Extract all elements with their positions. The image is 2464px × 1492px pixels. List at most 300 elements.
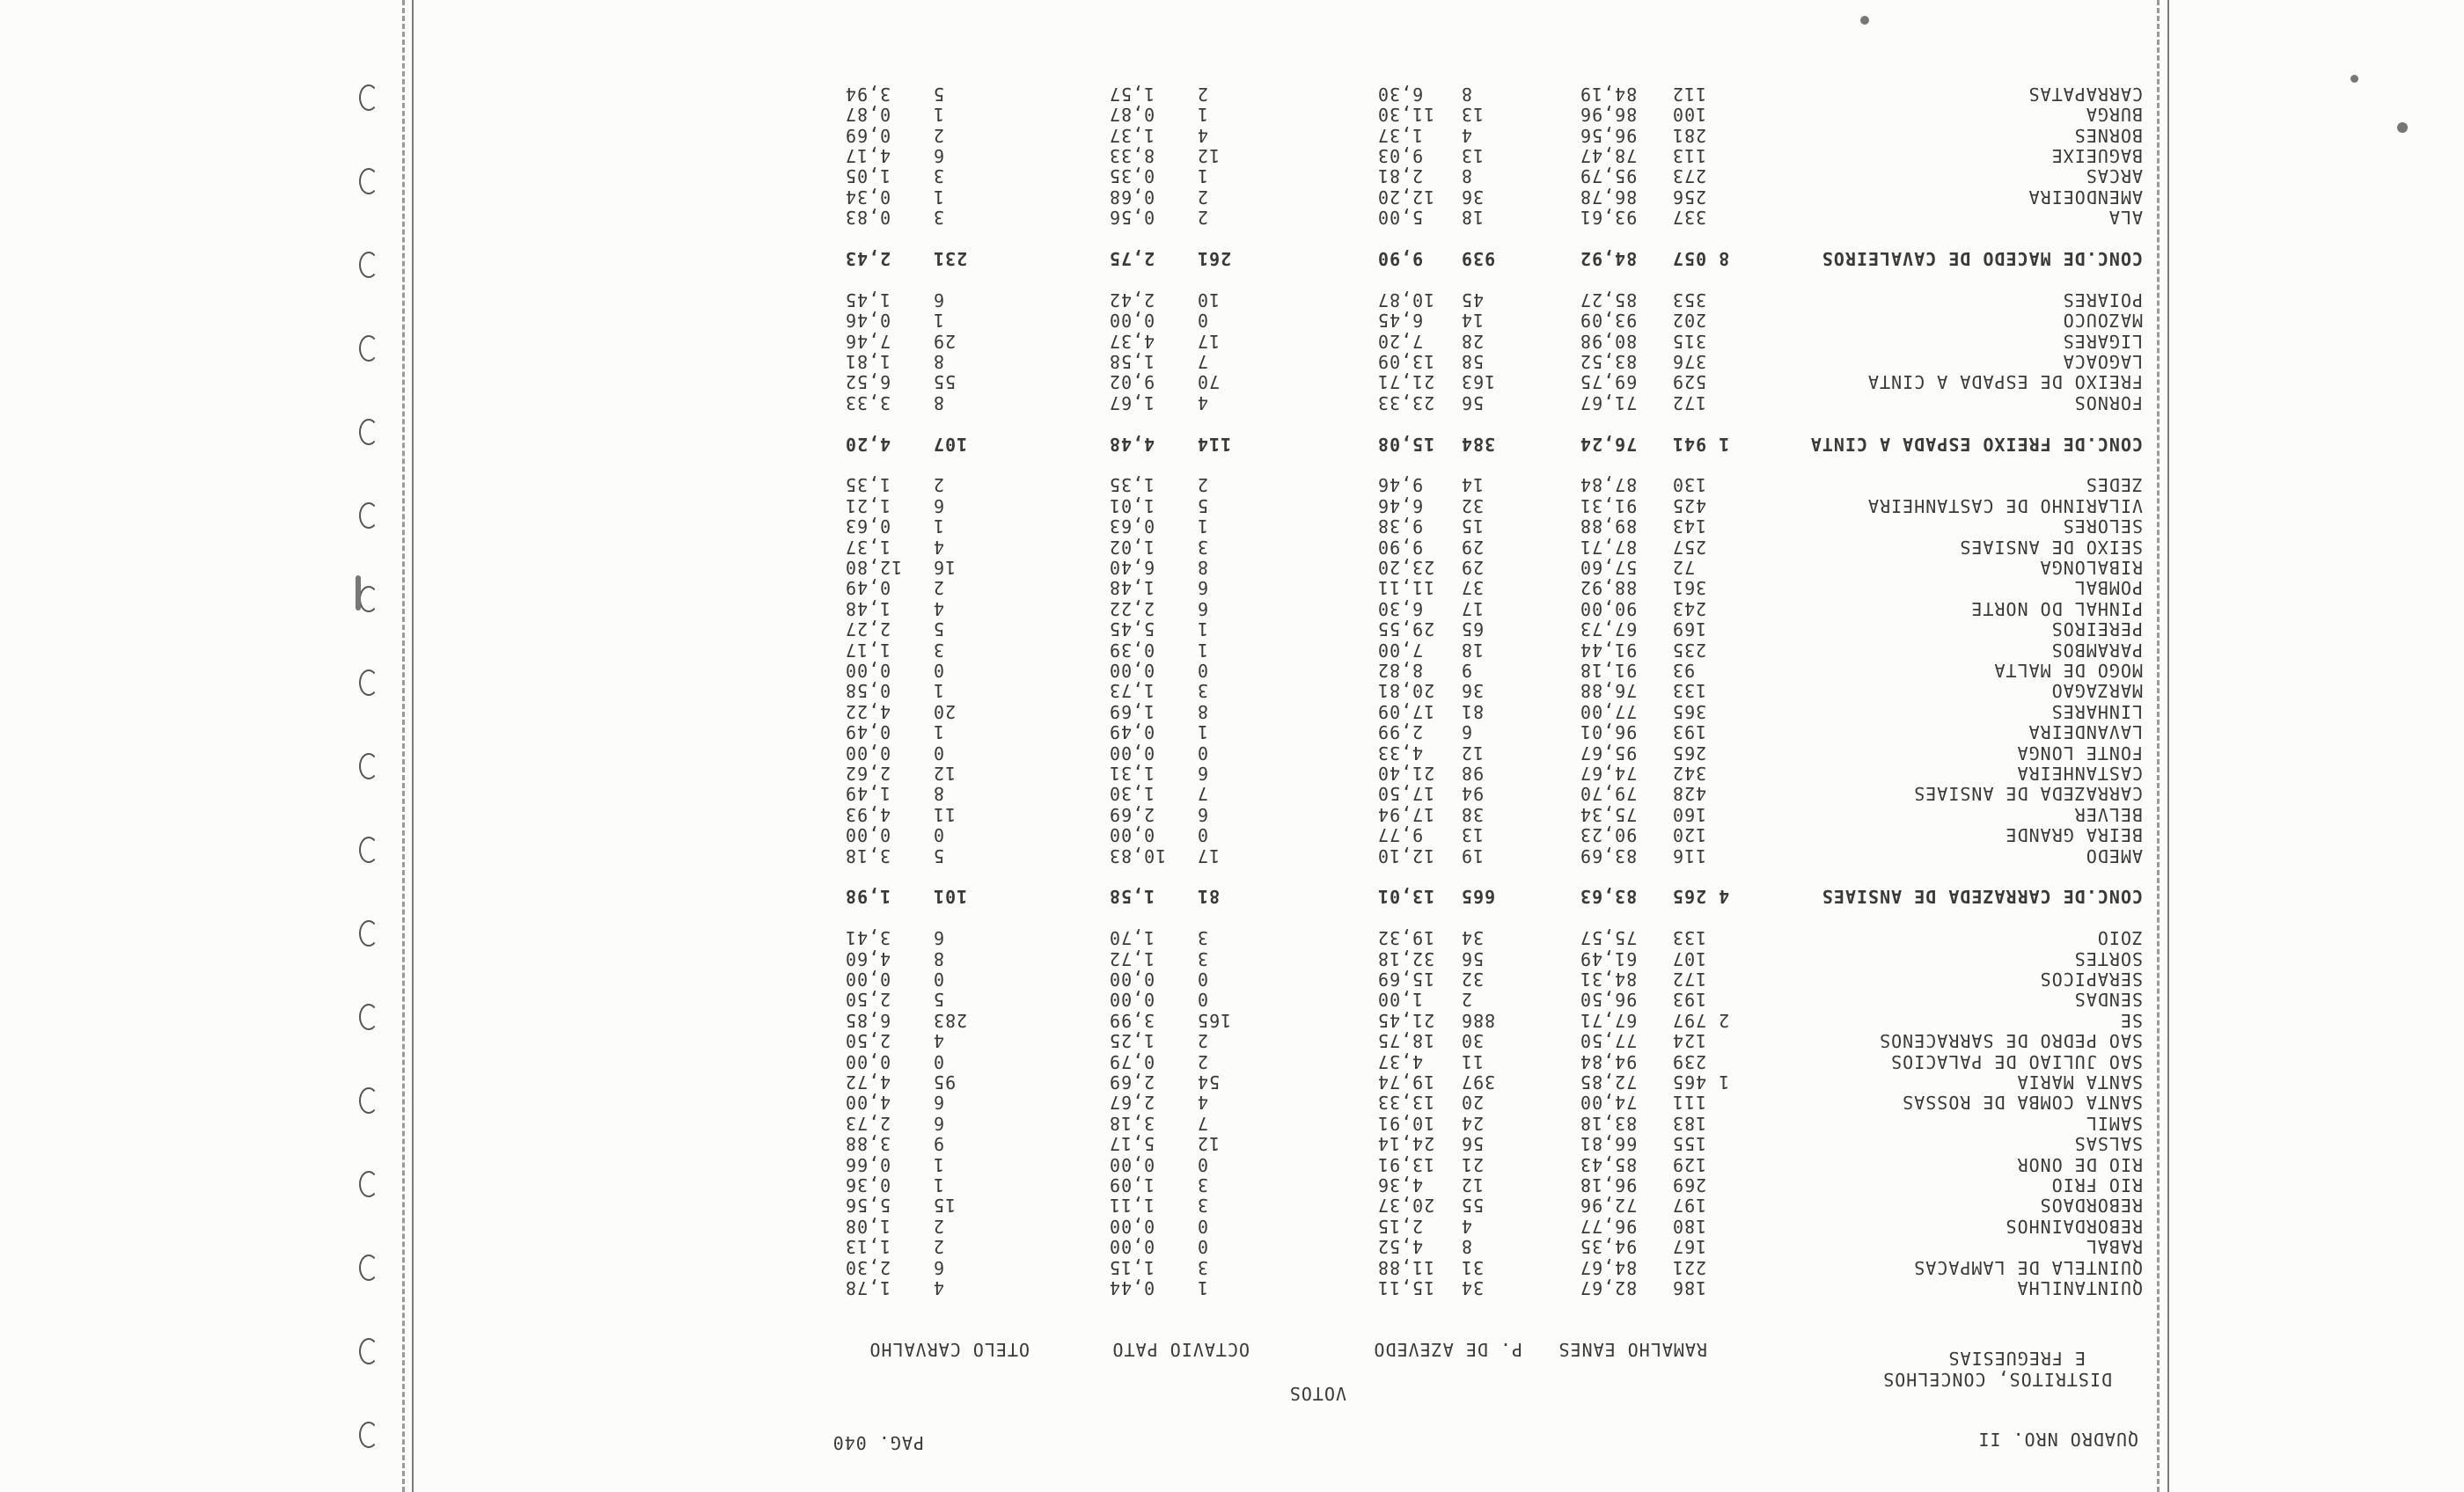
- vote-cell-a: 172: [1672, 969, 1707, 990]
- vote-cell-g: 1: [933, 186, 945, 208]
- freguesia-name: SELORES: [2062, 516, 2143, 538]
- vote-cell-h: 0,00: [845, 824, 891, 846]
- table-row: [0, 371, 2464, 392]
- freguesia-name: LINHARES: [2050, 700, 2143, 722]
- freguesia-name: PARAMBOS: [2050, 639, 2143, 661]
- vote-cell-g: 0: [933, 1050, 945, 1072]
- vote-cell-c: 58: [1461, 351, 1485, 372]
- vote-cell-b: 90,23: [1580, 824, 1638, 846]
- vote-cell-g: 1: [933, 104, 945, 126]
- table-row: [0, 701, 2464, 722]
- freguesia-name: RIO DE ONOR: [2016, 1153, 2143, 1175]
- vote-cell-f: 0,63: [1109, 516, 1155, 538]
- vote-cell-g: 4: [933, 536, 945, 558]
- vote-cell-c: 36: [1461, 186, 1485, 208]
- vote-cell-e: 6: [1197, 577, 1209, 599]
- vote-cell-f: 1,73: [1109, 680, 1155, 702]
- vote-cell-c: 18: [1461, 207, 1485, 229]
- vote-cell-e: 4: [1197, 1092, 1209, 1114]
- vote-cell-b: 72,96: [1580, 1195, 1638, 1217]
- vote-cell-c: 32: [1461, 969, 1485, 990]
- vote-cell-g: 3: [933, 639, 945, 661]
- vote-cell-e: 114: [1197, 433, 1232, 455]
- vote-cell-f: 0,00: [1109, 742, 1155, 764]
- vote-cell-e: 8: [1197, 557, 1209, 578]
- vote-cell-e: 3: [1197, 1174, 1209, 1196]
- vote-cell-h: 3,94: [845, 83, 891, 105]
- vote-cell-f: 1,25: [1109, 1030, 1155, 1052]
- vote-cell-h: 0,58: [845, 680, 891, 702]
- vote-cell-c: 15: [1461, 516, 1485, 538]
- vote-cell-a: 256: [1672, 186, 1707, 208]
- candidate-carvalho: OTELO CARVALHO: [869, 1339, 1030, 1360]
- vote-cell-a: 193: [1672, 721, 1707, 743]
- vote-cell-e: 7: [1197, 351, 1209, 372]
- vote-cell-f: 1,69: [1109, 700, 1155, 722]
- vote-cell-e: 4: [1197, 391, 1209, 413]
- vote-cell-d: 4,52: [1377, 1236, 1424, 1258]
- table-row: [0, 1257, 2464, 1278]
- vote-cell-c: 18: [1461, 639, 1485, 661]
- vote-cell-d: 1,00: [1377, 989, 1424, 1011]
- vote-cell-d: 21,40: [1377, 763, 1435, 784]
- vote-cell-b: 83,69: [1580, 845, 1638, 867]
- vote-cell-e: 4: [1197, 124, 1209, 146]
- column-header-line2: E FREGUESIAS: [1947, 1348, 2086, 1369]
- vote-cell-a: 107: [1672, 947, 1707, 969]
- vote-cell-h: 1,05: [845, 165, 891, 187]
- vote-cell-c: 56: [1461, 1133, 1485, 1155]
- vote-cell-c: 94: [1461, 783, 1485, 805]
- vote-cell-f: 1,48: [1109, 577, 1155, 599]
- vote-cell-d: 13,91: [1377, 1153, 1435, 1175]
- vote-cell-c: 939: [1461, 248, 1496, 269]
- vote-cell-a: 269: [1672, 1174, 1707, 1196]
- vote-cell-f: 10,83: [1109, 845, 1167, 867]
- vote-cell-d: 9,46: [1377, 474, 1424, 496]
- vote-cell-g: 1: [933, 680, 945, 702]
- vote-cell-a: 1 941: [1672, 433, 1730, 455]
- vote-cell-a: 169: [1672, 618, 1707, 640]
- vote-cell-c: 12: [1461, 742, 1485, 764]
- table-row: [0, 577, 2464, 598]
- vote-cell-e: 1: [1197, 516, 1209, 538]
- vote-cell-a: 133: [1672, 927, 1707, 949]
- freguesia-name: ZOIO: [2096, 927, 2143, 949]
- table-row: [0, 783, 2464, 804]
- freguesia-name: MAZOUCO: [2062, 310, 2143, 332]
- vote-cell-c: 13: [1461, 824, 1485, 846]
- vote-cell-g: 8: [933, 783, 945, 805]
- vote-cell-c: 14: [1461, 310, 1485, 332]
- vote-cell-e: 1: [1197, 1277, 1209, 1298]
- vote-cell-d: 4,33: [1377, 742, 1424, 764]
- vote-cell-c: 8: [1461, 1236, 1473, 1258]
- vote-cell-e: 0: [1197, 1236, 1209, 1258]
- vote-cell-h: 0,34: [845, 186, 891, 208]
- vote-cell-b: 91,31: [1580, 494, 1638, 516]
- vote-cell-h: 4,93: [845, 803, 891, 825]
- vote-cell-h: 1,78: [845, 1277, 891, 1298]
- vote-cell-e: 81: [1197, 886, 1221, 908]
- table-row: [0, 1154, 2464, 1175]
- vote-cell-c: 56: [1461, 947, 1485, 969]
- vote-cell-h: 3,33: [845, 391, 891, 413]
- vote-cell-b: 96,56: [1580, 124, 1638, 146]
- freguesia-name: SAMIL: [2085, 1112, 2143, 1134]
- freguesia-name: VILARINHO DE CASTANHEIRA: [1867, 494, 2143, 516]
- vote-cell-f: 8,33: [1109, 145, 1155, 166]
- vote-cell-d: 24,14: [1377, 1133, 1435, 1155]
- concelho-total-row: [0, 248, 2464, 269]
- vote-cell-g: 231: [933, 248, 968, 269]
- vote-cell-e: 0: [1197, 742, 1209, 764]
- vote-cell-h: 4,60: [845, 947, 891, 969]
- freguesia-name: MOGO DE MALTA: [1993, 660, 2143, 681]
- vote-cell-f: 1,01: [1109, 494, 1155, 516]
- vote-cell-d: 32,18: [1377, 947, 1435, 969]
- vote-cell-e: 7: [1197, 1112, 1209, 1134]
- vote-cell-b: 75,34: [1580, 803, 1638, 825]
- freguesia-name: CONC.DE FREIXO ESPADA A CINTA: [1809, 433, 2143, 455]
- vote-cell-d: 10,87: [1377, 289, 1435, 311]
- vote-cell-h: 2,43: [845, 248, 891, 269]
- vote-cell-f: 1,57: [1109, 83, 1155, 105]
- vote-cell-b: 85,27: [1580, 289, 1638, 311]
- vote-cell-f: 0,68: [1109, 186, 1155, 208]
- vote-cell-a: 111: [1672, 1092, 1707, 1114]
- vote-cell-g: 8: [933, 947, 945, 969]
- vote-cell-e: 12: [1197, 1133, 1221, 1155]
- vote-cell-g: 4: [933, 597, 945, 619]
- vote-cell-c: 38: [1461, 803, 1485, 825]
- vote-cell-d: 1,37: [1377, 124, 1424, 146]
- vote-cell-b: 95,67: [1580, 742, 1638, 764]
- vote-cell-g: 3: [933, 207, 945, 229]
- vote-cell-f: 0,00: [1109, 1236, 1155, 1258]
- vote-cell-e: 8: [1197, 700, 1209, 722]
- vote-cell-b: 85,43: [1580, 1153, 1638, 1175]
- vote-cell-d: 6,45: [1377, 310, 1424, 332]
- vote-cell-b: 96,77: [1580, 1215, 1638, 1237]
- vote-cell-f: 2,69: [1109, 803, 1155, 825]
- vote-cell-a: 202: [1672, 310, 1707, 332]
- vote-cell-h: 0,00: [845, 1050, 891, 1072]
- table-row: [0, 618, 2464, 640]
- vote-cell-f: 0,87: [1109, 104, 1155, 126]
- vote-cell-f: 4,37: [1109, 330, 1155, 352]
- vote-cell-b: 86,96: [1580, 104, 1638, 126]
- vote-cell-h: 0,00: [845, 660, 891, 681]
- vote-cell-c: 31: [1461, 1256, 1485, 1278]
- vote-cell-h: 1,98: [845, 886, 891, 908]
- vote-cell-f: 1,37: [1109, 124, 1155, 146]
- freguesia-name: SAO JULIAO DE PALACIOS: [1890, 1050, 2143, 1072]
- vote-cell-b: 87,84: [1580, 474, 1638, 496]
- vote-cell-h: 3,88: [845, 1133, 891, 1155]
- vote-cell-c: 8: [1461, 165, 1473, 187]
- vote-cell-a: 315: [1672, 330, 1707, 352]
- vote-cell-c: 11: [1461, 1050, 1485, 1072]
- vote-cell-e: 10: [1197, 289, 1221, 311]
- votos-label: VOTOS: [1288, 1383, 1346, 1404]
- candidate-azevedo: P. DE AZEVEDO: [1373, 1339, 1522, 1360]
- vote-cell-b: 76,88: [1580, 680, 1638, 702]
- vote-cell-h: 6,52: [845, 371, 891, 393]
- vote-cell-d: 17,94: [1377, 803, 1435, 825]
- vote-cell-a: 221: [1672, 1256, 1707, 1278]
- vote-cell-a: 129: [1672, 1153, 1707, 1175]
- vote-cell-h: 0,36: [845, 1174, 891, 1196]
- vote-cell-b: 77,00: [1580, 700, 1638, 722]
- ink-speck: [1860, 16, 1869, 25]
- vote-cell-a: 376: [1672, 351, 1707, 372]
- vote-cell-f: 1,35: [1109, 474, 1155, 496]
- vote-cell-b: 76,24: [1580, 433, 1638, 455]
- vote-cell-f: 1,11: [1109, 1195, 1155, 1217]
- vote-cell-b: 78,47: [1580, 145, 1638, 166]
- table-row: [0, 454, 2464, 475]
- vote-cell-d: 19,32: [1377, 927, 1435, 949]
- table-row: [0, 1092, 2464, 1113]
- vote-cell-h: 2,62: [845, 763, 891, 784]
- vote-cell-f: 2,67: [1109, 1092, 1155, 1114]
- vote-cell-e: 1: [1197, 165, 1209, 187]
- vote-cell-a: 273: [1672, 165, 1707, 187]
- vote-cell-d: 18,75: [1377, 1030, 1435, 1052]
- vote-cell-e: 12: [1197, 145, 1221, 166]
- table-row: [0, 948, 2464, 969]
- table-row: [0, 763, 2464, 784]
- vote-cell-c: 65: [1461, 618, 1485, 640]
- vote-cell-f: 1,58: [1109, 351, 1155, 372]
- vote-cell-b: 66,81: [1580, 1133, 1638, 1155]
- vote-cell-h: 4,17: [845, 145, 891, 166]
- vote-cell-e: 0: [1197, 1215, 1209, 1237]
- vote-cell-f: 0,44: [1109, 1277, 1155, 1298]
- vote-cell-f: 3,18: [1109, 1112, 1155, 1134]
- vote-cell-e: 17: [1197, 845, 1221, 867]
- freguesia-name: BAGUEIXE: [2050, 145, 2143, 166]
- table-row: [0, 907, 2464, 928]
- vote-cell-c: 29: [1461, 536, 1485, 558]
- vote-cell-g: 6: [933, 1256, 945, 1278]
- vote-cell-e: 0: [1197, 660, 1209, 681]
- vote-cell-b: 94,35: [1580, 1236, 1638, 1258]
- vote-cell-b: 88,92: [1580, 577, 1638, 599]
- vote-cell-d: 12,10: [1377, 845, 1435, 867]
- vote-cell-a: 160: [1672, 803, 1707, 825]
- vote-cell-g: 15: [933, 1195, 957, 1217]
- vote-cell-e: 3: [1197, 1195, 1209, 1217]
- vote-cell-h: 4,22: [845, 700, 891, 722]
- vote-cell-b: 74,67: [1580, 763, 1638, 784]
- table-row: [0, 989, 2464, 1010]
- freguesia-name: RABAL: [2085, 1236, 2143, 1258]
- freguesia-name: BEIRA GRANDE: [2005, 824, 2143, 846]
- vote-cell-a: 2 797: [1672, 1009, 1730, 1031]
- vote-cell-b: 96,50: [1580, 989, 1638, 1011]
- vote-cell-b: 67,71: [1580, 1009, 1638, 1031]
- vote-cell-e: 0: [1197, 1153, 1209, 1175]
- freguesia-name: SANTA COMBA DE ROSSAS: [1902, 1092, 2143, 1114]
- vote-cell-d: 15,69: [1377, 969, 1435, 990]
- table-row: [0, 392, 2464, 413]
- vote-cell-c: 17: [1461, 597, 1485, 619]
- vote-cell-c: 56: [1461, 391, 1485, 413]
- vote-cell-b: 61,49: [1580, 947, 1638, 969]
- vote-cell-a: 143: [1672, 516, 1707, 538]
- vote-cell-b: 96,01: [1580, 721, 1638, 743]
- vote-cell-f: 0,00: [1109, 660, 1155, 681]
- vote-cell-c: 13: [1461, 104, 1485, 126]
- freguesia-name: LAGOACA: [2062, 351, 2143, 372]
- freguesia-name: QUINTANILHA: [2016, 1277, 2143, 1298]
- vote-cell-d: 2,15: [1377, 1215, 1424, 1237]
- vote-cell-b: 74,00: [1580, 1092, 1638, 1114]
- vote-cell-g: 0: [933, 660, 945, 681]
- vote-cell-h: 3,18: [845, 845, 891, 867]
- vote-cell-g: 6: [933, 289, 945, 311]
- vote-cell-d: 21,71: [1377, 371, 1435, 393]
- freguesia-name: BORNES: [2073, 124, 2143, 146]
- candidate-pato: OCTAVIO PATO: [1111, 1339, 1250, 1360]
- vote-cell-d: 17,09: [1377, 700, 1435, 722]
- vote-cell-d: 2,99: [1377, 721, 1424, 743]
- vote-cell-f: 0,49: [1109, 721, 1155, 743]
- vote-cell-g: 5: [933, 83, 945, 105]
- vote-cell-g: 2: [933, 1236, 945, 1258]
- vote-cell-d: 9,90: [1377, 248, 1424, 269]
- vote-cell-g: 8: [933, 391, 945, 413]
- vote-cell-f: 5,45: [1109, 618, 1155, 640]
- vote-cell-c: 36: [1461, 680, 1485, 702]
- vote-cell-d: 19,74: [1377, 1071, 1435, 1093]
- vote-cell-a: 243: [1672, 597, 1707, 619]
- vote-cell-a: 257: [1672, 536, 1707, 558]
- freguesia-name: CARRAPATAS: [2028, 83, 2143, 105]
- vote-cell-g: 11: [933, 803, 957, 825]
- vote-cell-a: 133: [1672, 680, 1707, 702]
- vote-cell-c: 9: [1461, 660, 1473, 681]
- vote-cell-g: 2: [933, 124, 945, 146]
- freguesia-name: FREIXO DE ESPADA A CINTA: [1867, 371, 2143, 393]
- table-row: [0, 680, 2464, 701]
- vote-cell-b: 57,60: [1580, 557, 1638, 578]
- vote-cell-b: 93,61: [1580, 207, 1638, 229]
- table-row: [0, 1195, 2464, 1216]
- vote-cell-c: 34: [1461, 927, 1485, 949]
- vote-cell-h: 1,35: [845, 474, 891, 496]
- vote-cell-f: 0,00: [1109, 310, 1155, 332]
- vote-cell-c: 20: [1461, 1092, 1485, 1114]
- vote-cell-d: 9,90: [1377, 536, 1424, 558]
- vote-cell-g: 283: [933, 1009, 968, 1031]
- vote-cell-b: 93,09: [1580, 310, 1638, 332]
- vote-cell-g: 5: [933, 618, 945, 640]
- vote-cell-g: 16: [933, 557, 957, 578]
- vote-cell-f: 0,00: [1109, 969, 1155, 990]
- vote-cell-b: 95,79: [1580, 165, 1638, 187]
- vote-cell-h: 0,69: [845, 124, 891, 146]
- vote-cell-h: 12,80: [845, 557, 903, 578]
- vote-cell-a: 265: [1672, 742, 1707, 764]
- vote-cell-c: 163: [1461, 371, 1496, 393]
- vote-cell-e: 261: [1197, 248, 1232, 269]
- vote-cell-a: 197: [1672, 1195, 1707, 1217]
- freguesia-name: SEIXO DE ANSIAES: [1959, 536, 2143, 558]
- vote-cell-e: 0: [1197, 969, 1209, 990]
- vote-cell-g: 6: [933, 494, 945, 516]
- vote-cell-d: 29,55: [1377, 618, 1435, 640]
- vote-cell-b: 89,88: [1580, 516, 1638, 538]
- vote-cell-f: 0,00: [1109, 1153, 1155, 1175]
- table-row: [0, 1133, 2464, 1154]
- vote-cell-g: 8: [933, 351, 945, 372]
- feed-hole: [359, 1422, 378, 1448]
- table-row: [0, 84, 2464, 105]
- freguesia-name: BELVER: [2073, 803, 2143, 825]
- vote-cell-f: 0,35: [1109, 165, 1155, 187]
- vote-cell-h: 0,46: [845, 310, 891, 332]
- freguesia-name: SE: [2119, 1009, 2143, 1031]
- freguesia-name: SALSAS: [2073, 1133, 2143, 1155]
- vote-cell-d: 5,00: [1377, 207, 1424, 229]
- vote-cell-g: 0: [933, 969, 945, 990]
- table-row: [0, 598, 2464, 619]
- vote-cell-f: 1,70: [1109, 927, 1155, 949]
- vote-cell-h: 2,30: [845, 1256, 891, 1278]
- table-row: [0, 1051, 2464, 1072]
- vote-cell-a: 361: [1672, 577, 1707, 599]
- vote-cell-g: 6: [933, 1092, 945, 1114]
- column-header-line1: DISTRITOS, CONCELHOS: [1882, 1369, 2112, 1390]
- vote-cell-g: 4: [933, 1277, 945, 1298]
- vote-cell-c: 2: [1461, 989, 1473, 1011]
- vote-cell-f: 2,22: [1109, 597, 1155, 619]
- table-row: [0, 186, 2464, 208]
- vote-cell-b: 84,19: [1580, 83, 1638, 105]
- vote-cell-g: 1: [933, 516, 945, 538]
- vote-cell-e: 5: [1197, 494, 1209, 516]
- table-row: [0, 228, 2464, 249]
- vote-cell-c: 34: [1461, 1277, 1485, 1298]
- freguesia-name: CASTANHEIRA: [2016, 763, 2143, 784]
- vote-cell-f: 1,30: [1109, 783, 1155, 805]
- table-row: [0, 289, 2464, 311]
- freguesia-name: POIARES: [2062, 289, 2143, 311]
- vote-cell-b: 72,85: [1580, 1071, 1638, 1093]
- vote-cell-c: 32: [1461, 494, 1485, 516]
- vote-cell-b: 75,57: [1580, 927, 1638, 949]
- vote-cell-e: 2: [1197, 207, 1209, 229]
- vote-cell-c: 30: [1461, 1030, 1485, 1052]
- table-row: [0, 310, 2464, 331]
- vote-cell-d: 2,81: [1377, 165, 1424, 187]
- table-row: [0, 1010, 2464, 1031]
- table-row: [0, 557, 2464, 578]
- vote-cell-g: 5: [933, 989, 945, 1011]
- vote-cell-f: 1,67: [1109, 391, 1155, 413]
- vote-cell-c: 28: [1461, 330, 1485, 352]
- vote-cell-h: 6,85: [845, 1009, 891, 1031]
- vote-cell-a: 93: [1672, 660, 1696, 681]
- vote-cell-g: 2: [933, 474, 945, 496]
- vote-cell-c: 886: [1461, 1009, 1496, 1031]
- vote-cell-b: 83,52: [1580, 351, 1638, 372]
- vote-cell-a: 100: [1672, 104, 1707, 126]
- vote-cell-h: 1,17: [845, 639, 891, 661]
